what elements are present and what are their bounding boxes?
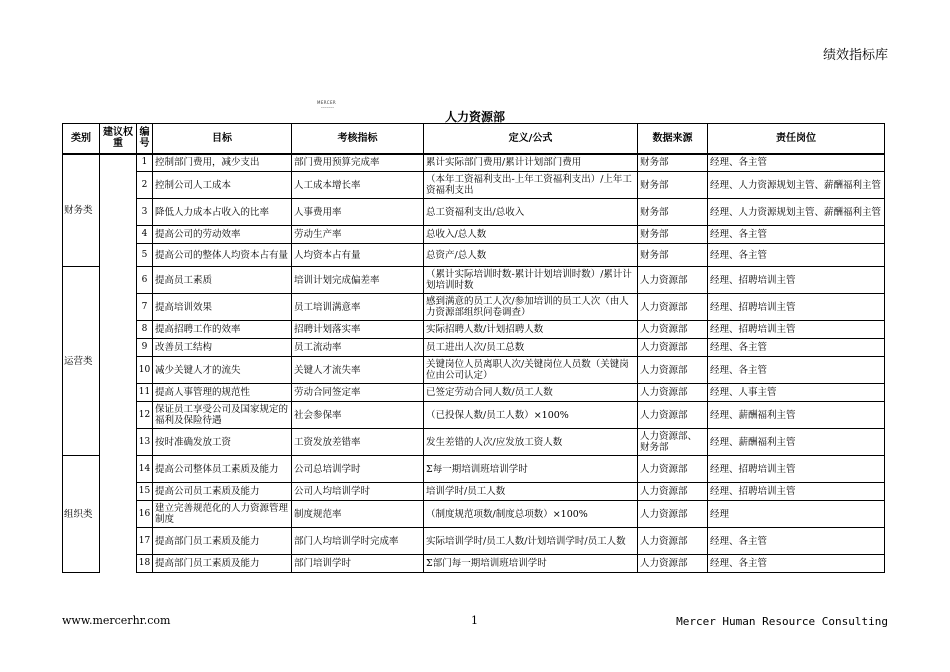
goal-cell: 提高培训效果 [153, 294, 292, 321]
source-cell: 人力资源部 [638, 501, 708, 528]
goal-cell: 提高公司整体员工素质及能力 [153, 456, 292, 483]
indicator-cell: 工资发放差错率 [292, 429, 424, 456]
responsible-cell: 经理、薪酬福利主管 [708, 402, 885, 429]
table-row [63, 226, 885, 244]
goal-cell: 提高员工素质 [153, 267, 292, 294]
col-header-weight: 建议权重 [100, 124, 137, 154]
col-header-category: 类别 [63, 124, 100, 154]
indicator-cell: 招聘计划落实率 [292, 321, 424, 339]
table-row [63, 267, 885, 294]
goal-cell: 提高公司的劳动效率 [153, 226, 292, 244]
responsible-cell: 经理、人力资源规划主管、薪酬福利主管 [708, 199, 885, 226]
library-title: 绩效指标库 [822, 48, 888, 63]
definition-cell: 发生差错的人次/应发放工资人数 [424, 429, 638, 456]
responsible-cell: 经理、招聘培训主管 [708, 456, 885, 483]
definition-cell: 累计实际部门费用/累计计划部门费用 [424, 154, 638, 172]
definition-cell: （已投保人数/员工人数）×100% [424, 402, 638, 429]
source-cell: 人力资源部、财务部 [638, 429, 708, 456]
indicator-cell: 公司人均培训学时 [292, 483, 424, 501]
responsible-cell: 经理、各主管 [708, 154, 885, 172]
source-cell: 人力资源部 [638, 357, 708, 384]
goal-cell: 减少关键人才的流失 [153, 357, 292, 384]
table-row [63, 321, 885, 339]
row-number: 14 [137, 456, 153, 483]
table-row [63, 501, 885, 528]
responsible-cell: 经理、招聘培训主管 [708, 483, 885, 501]
source-cell: 财务部 [638, 199, 708, 226]
definition-cell: Σ部门每一期培训班培训学时 [424, 555, 638, 573]
weight-cell [100, 456, 137, 573]
responsible-cell: 经理、各主管 [708, 357, 885, 384]
row-number: 15 [137, 483, 153, 501]
table-row [63, 456, 885, 483]
definition-cell: 员工进出人次/员工总数 [424, 339, 638, 357]
responsible-cell: 经理、各主管 [708, 528, 885, 555]
indicator-cell: 劳动合同签定率 [292, 384, 424, 402]
row-number: 17 [137, 528, 153, 555]
indicator-cell: 人事费用率 [292, 199, 424, 226]
definition-cell: （制度规范项数/制度总项数）×100% [424, 501, 638, 528]
source-cell: 人力资源部 [638, 483, 708, 501]
row-number: 8 [137, 321, 153, 339]
responsible-cell: 经理、薪酬福利主管 [708, 429, 885, 456]
table-row [63, 339, 885, 357]
goal-cell: 提高人事管理的规范性 [153, 384, 292, 402]
source-cell: 人力资源部 [638, 528, 708, 555]
indicator-cell: 制度规范率 [292, 501, 424, 528]
source-cell: 人力资源部 [638, 339, 708, 357]
source-cell: 财务部 [638, 244, 708, 267]
definition-cell: 实际招聘人数/计划招聘人数 [424, 321, 638, 339]
footer-company: Mercer Human Resource Consulting [676, 615, 888, 628]
definition-cell: 总工资福利支出/总收入 [424, 199, 638, 226]
table-row [63, 483, 885, 501]
indicator-cell: 人均资本占有量 [292, 244, 424, 267]
row-number: 5 [137, 244, 153, 267]
row-number: 18 [137, 555, 153, 573]
mercer-logo: MERCER ━━━━━━━ [317, 100, 337, 109]
indicator-cell: 关键人才流失率 [292, 357, 424, 384]
table-header-row [63, 124, 885, 154]
table-row [63, 154, 885, 172]
indicator-cell: 员工培训满意率 [292, 294, 424, 321]
goal-cell: 按时准确发放工资 [153, 429, 292, 456]
goal-cell: 降低人力成本占收入的比率 [153, 199, 292, 226]
table-row [63, 528, 885, 555]
goal-cell: 提高部门员工素质及能力 [153, 528, 292, 555]
responsible-cell: 经理、招聘培训主管 [708, 294, 885, 321]
row-number: 16 [137, 501, 153, 528]
definition-cell: Σ每一期培训班培训学时 [424, 456, 638, 483]
table-row [63, 172, 885, 199]
definition-cell: 已签定劳动合同人数/员工人数 [424, 384, 638, 402]
row-number: 11 [137, 384, 153, 402]
goal-cell: 建立完善规范化的人力资源管理制度 [153, 501, 292, 528]
responsible-cell: 经理、各主管 [708, 555, 885, 573]
row-number: 4 [137, 226, 153, 244]
row-number: 3 [137, 199, 153, 226]
row-number: 6 [137, 267, 153, 294]
source-cell: 人力资源部 [638, 384, 708, 402]
row-number: 2 [137, 172, 153, 199]
col-header-number: 编号 [137, 124, 153, 154]
responsible-cell: 经理、招聘培训主管 [708, 321, 885, 339]
col-header-definition: 定义/公式 [424, 124, 638, 154]
row-number: 10 [137, 357, 153, 384]
table-row [63, 244, 885, 267]
indicator-cell: 员工流动率 [292, 339, 424, 357]
goal-cell: 提高公司员工素质及能力 [153, 483, 292, 501]
table-row [63, 199, 885, 226]
goal-cell: 改善员工结构 [153, 339, 292, 357]
col-header-responsible: 责任岗位 [708, 124, 885, 154]
category-cell-operations: 运营类 [63, 267, 100, 456]
footer-website: www.mercerhr.com [62, 614, 171, 627]
responsible-cell: 经理、各主管 [708, 226, 885, 244]
weight-cell [100, 154, 137, 267]
source-cell: 财务部 [638, 154, 708, 172]
row-number: 13 [137, 429, 153, 456]
goal-cell: 保证员工享受公司及国家规定的福利及保险待遇 [153, 402, 292, 429]
source-cell: 财务部 [638, 226, 708, 244]
definition-cell: 实际培训学时/员工人数/计划培训学时/员工人数 [424, 528, 638, 555]
definition-cell: 关键岗位人员离职人次/关键岗位人员数（关键岗位由公司认定） [424, 357, 638, 384]
responsible-cell: 经理、招聘培训主管 [708, 267, 885, 294]
definition-cell: 总收入/总人数 [424, 226, 638, 244]
indicator-cell: 社会参保率 [292, 402, 424, 429]
goal-cell: 提高公司的整体人均资本占有量 [153, 244, 292, 267]
row-number: 7 [137, 294, 153, 321]
page-number: 1 [471, 614, 478, 627]
page-title: 人力资源部 [444, 110, 505, 124]
indicator-cell: 劳动生产率 [292, 226, 424, 244]
indicator-cell: 人工成本增长率 [292, 172, 424, 199]
goal-cell: 控制部门费用，减少支出 [153, 154, 292, 172]
category-cell-organization: 组织类 [63, 456, 100, 573]
goal-cell: 提高招聘工作的效率 [153, 321, 292, 339]
kpi-table [62, 123, 885, 573]
weight-cell [100, 267, 137, 456]
definition-cell: 培训学时/员工人数 [424, 483, 638, 501]
table-row [63, 384, 885, 402]
source-cell: 人力资源部 [638, 402, 708, 429]
table-row [63, 429, 885, 456]
row-number: 12 [137, 402, 153, 429]
row-number: 1 [137, 154, 153, 172]
definition-cell: （本年工资福利支出-上年工资福利支出）/上年工资福利支出 [424, 172, 638, 199]
source-cell: 人力资源部 [638, 321, 708, 339]
responsible-cell: 经理、人力资源规划主管、薪酬福利主管 [708, 172, 885, 199]
source-cell: 人力资源部 [638, 267, 708, 294]
col-header-source: 数据来源 [638, 124, 708, 154]
responsible-cell: 经理、各主管 [708, 339, 885, 357]
responsible-cell: 经理 [708, 501, 885, 528]
definition-cell: 总资产/总人数 [424, 244, 638, 267]
indicator-cell: 公司总培训学时 [292, 456, 424, 483]
table-row [63, 357, 885, 384]
indicator-cell: 部门费用预算完成率 [292, 154, 424, 172]
goal-cell: 控制公司人工成本 [153, 172, 292, 199]
source-cell: 人力资源部 [638, 294, 708, 321]
category-cell-finance: 财务类 [63, 154, 100, 267]
indicator-cell: 部门人均培训学时完成率 [292, 528, 424, 555]
row-number: 9 [137, 339, 153, 357]
responsible-cell: 经理、人事主管 [708, 384, 885, 402]
goal-cell: 提高部门员工素质及能力 [153, 555, 292, 573]
table-row [63, 402, 885, 429]
col-header-goal: 目标 [153, 124, 292, 154]
indicator-cell: 培训计划完成偏差率 [292, 267, 424, 294]
source-cell: 财务部 [638, 172, 708, 199]
definition-cell: 感到满意的员工人次/参加培训的员工人次（由人力资源部组织问卷调查） [424, 294, 638, 321]
table-row [63, 555, 885, 573]
table-row [63, 294, 885, 321]
definition-cell: （累计实际培训时数-累计计划培训时数）/累计计划培训时数 [424, 267, 638, 294]
source-cell: 人力资源部 [638, 555, 708, 573]
source-cell: 人力资源部 [638, 456, 708, 483]
col-header-indicator: 考核指标 [292, 124, 424, 154]
indicator-cell: 部门培训学时 [292, 555, 424, 573]
responsible-cell: 经理、各主管 [708, 244, 885, 267]
